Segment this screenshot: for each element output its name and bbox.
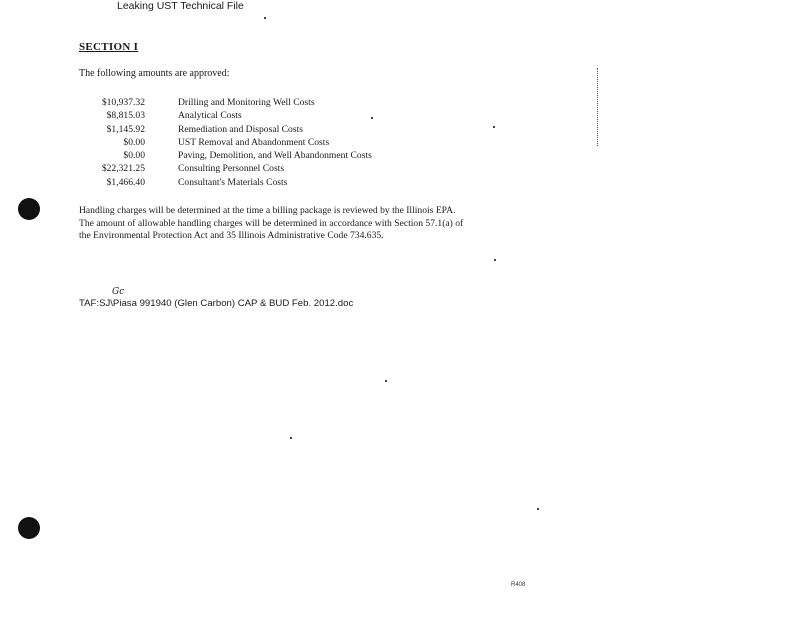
punch-hole-icon [18, 517, 40, 539]
cost-amount: $10,937.32 [101, 97, 145, 108]
scan-speck [264, 17, 266, 19]
cost-amount: $0.00 [123, 150, 145, 162]
cost-description: Consultant's Materials Costs [178, 176, 288, 188]
paragraph-line: the Environmental Protection Act and 35 Illinois Administrative Code 734.635. [79, 230, 384, 241]
scan-speck [494, 259, 496, 261]
scan-speck [493, 126, 495, 128]
cost-description: Paving, Demolition, and Well Abandonment Costs [178, 150, 372, 162]
scan-speck [385, 380, 387, 382]
cost-amount: $22,321.25 [101, 163, 145, 175]
document-header: Leaking UST Technical File [117, 0, 244, 12]
scan-speck [537, 508, 539, 510]
cost-description: Drilling and Monitoring Well Costs [178, 97, 315, 108]
cost-row [79, 136, 372, 149]
intro-text: The following amounts are approved: [79, 68, 230, 79]
cost-amount: $8,815.03 [106, 110, 145, 122]
file-reference: TAF:SJ\Piasa 991940 (Glen Carbon) CAP & BUD Feb. 2012.doc [79, 298, 354, 309]
cost-amount: $0.00 [123, 136, 145, 148]
cost-row [79, 149, 372, 162]
cost-row [79, 123, 372, 136]
cost-description: Remediation and Disposal Costs [178, 123, 303, 135]
cost-amount: $1,145.92 [106, 123, 145, 135]
cost-description: Analytical Costs [178, 110, 242, 122]
page-marker: R408 [511, 582, 526, 588]
cost-description: UST Removal and Abandonment Costs [178, 136, 330, 148]
scan-speck [290, 437, 292, 439]
scan-margin-line [597, 68, 598, 146]
cost-amount: $1,466.40 [106, 176, 145, 188]
punch-hole-icon [18, 198, 40, 220]
handling-charges-paragraph [79, 205, 539, 243]
cost-table [79, 96, 372, 189]
paragraph-line: Handling charges will be determined at the time a billing package is reviewed by the Illinois EPA. [79, 205, 456, 216]
cost-row [79, 162, 372, 175]
cost-row [79, 96, 372, 109]
cost-row [79, 109, 372, 122]
scan-speck [371, 117, 373, 119]
cost-row [79, 176, 372, 189]
cost-description: Consulting Personnel Costs [178, 163, 285, 175]
section-title: SECTION I [79, 41, 139, 53]
paragraph-line: The amount of allowable handling charges will be determined in accordance with Section 57.1(a) of [79, 217, 464, 229]
handwritten-initials: Gc [112, 287, 125, 297]
